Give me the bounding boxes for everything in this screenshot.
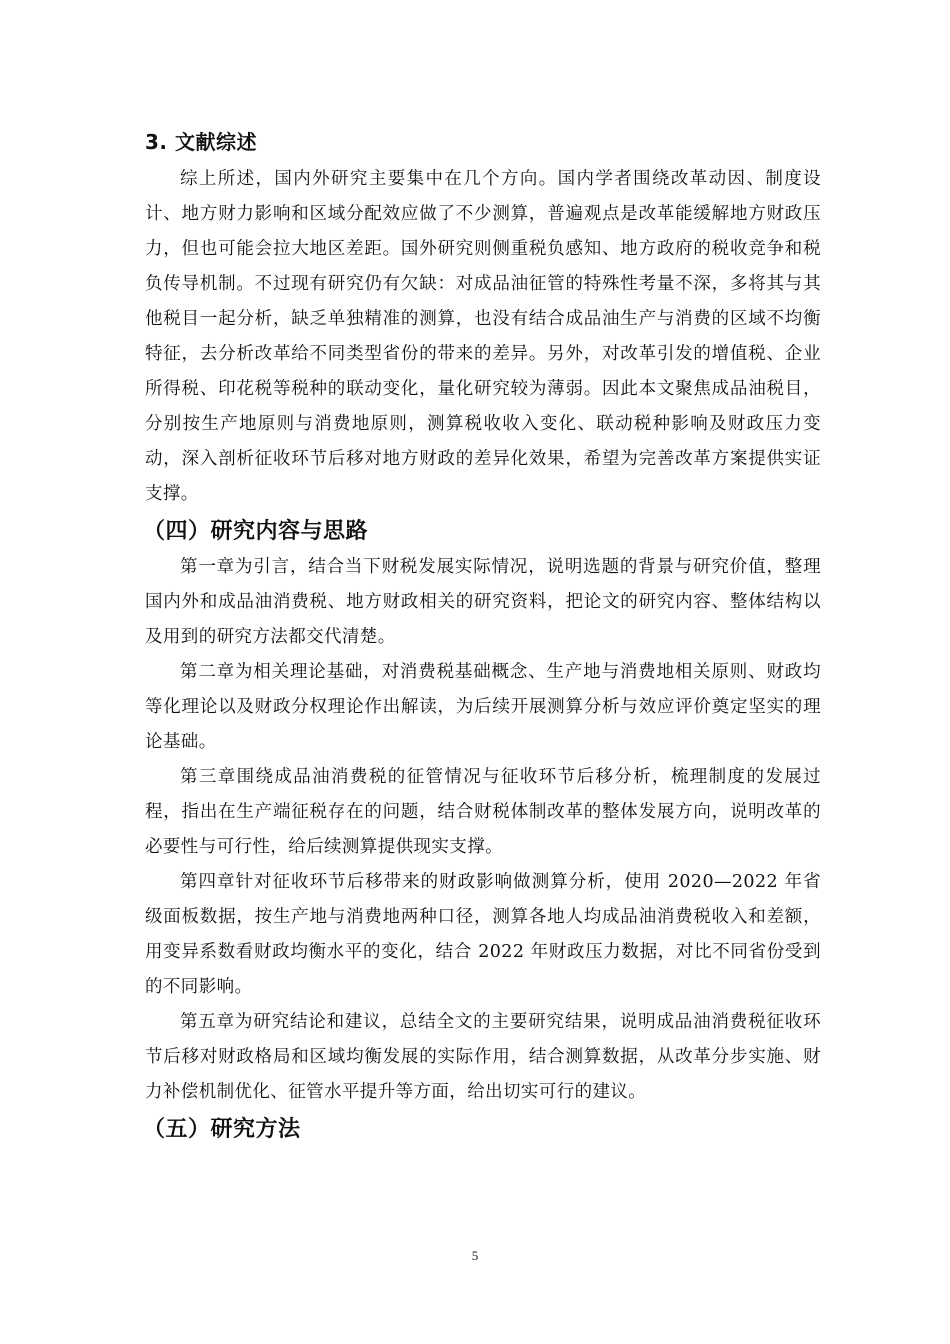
research-content-heading: （四）研究内容与思路: [143, 519, 369, 544]
chapter-1-paragraph: 第一章为引言，结合当下财税发展实际情况，说明选题的背景与研究价值，整理国内外和成品油消费税、地方财政相关的研究资料，把论文的研究内容、整体结构以及用到的研究方法都交代清楚。: [145, 557, 821, 647]
page-number: 5: [471, 1248, 479, 1263]
chapter-5-paragraph: 第五章为研究结论和建议，总结全文的主要研究结果，说明成品油消费税征收环节后移对财政格局和区域均衡发展的实际作用，结合测算数据，从改革分步实施、财力补偿机制优化、征管水平提升等方面，给出切实可行的建议。: [145, 1012, 821, 1102]
chapter-2-paragraph: 第二章为相关理论基础，对消费税基础概念、生产地与消费地相关原则、财政均等化理论以及财政分权理论作出解读，为后续开展测算分析与效应评价奠定坚实的理论基础。: [145, 662, 821, 752]
lit-review-heading: 3. 文献综述: [145, 130, 257, 154]
research-methods-heading: （五）研究方法: [143, 1117, 301, 1142]
page-content: [145, 122, 821, 1148]
chapter-4-paragraph: 第四章针对征收环节后移带来的财政影响做测算分析，使用 2020—2022 年省级面板数据，按生产地与消费地两种口径，测算各地人均成品油消费税收入和差额，用变异系数看财政均衡水平的变化，结合 2022 年财政压力数据，对比不同省份受到的不同影响。: [145, 872, 821, 997]
chapter-3-paragraph: 第三章围绕成品油消费税的征管情况与征收环节后移分析，梳理制度的发展过程，指出在生产端征税存在的问题，结合财税体制改革的整体发展方向，说明改革的必要性与可行性，给后续测算提供现实支撑。: [145, 767, 821, 857]
lit-review-paragraph: 综上所述，国内外研究主要集中在几个方向。国内学者围绕改革动因、制度设计、地方财力影响和区域分配效应做了不少测算，普遍观点是改革能缓解地方财政压力，但也可能会拉大地区差距。国外研究则侧重税负感知、地方政府的税收竞争和税负传导机制。不过现有研究仍有欠缺：对成品油征管的特殊性考量不深，多将其与其他税目一起分析，缺乏单独精准的测算，也没有结合成品油生产与消费的区域不均衡特征，去分析改革给不同类型省份的带来的差异。另外，对改革引发的增值税、企业所得税、印花税等税种的联动变化，量化研究较为薄弱。因此本文聚焦成品油税目，分别按生产地原则与消费地原则，测算税收收入变化、联动税种影响及财政压力变动，深入剖析征收环节后移对地方财政的差异化效果，希望为完善改革方案提供实证支撑。: [145, 169, 821, 504]
